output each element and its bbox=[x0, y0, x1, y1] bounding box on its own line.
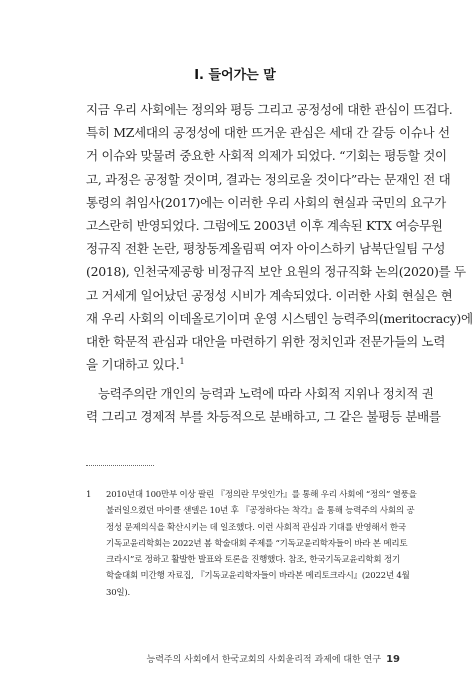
footnote-line: 불러일으켰던 마이클 샌델은 10년 후 『공정하다는 착각』을 통해 능력주의 사회의 공 bbox=[106, 506, 415, 517]
footnote-line: 기독교윤리학회는 2022년 봄 학술대회 주제를 “기독교윤리학자들이 바라 본 메리토 bbox=[106, 538, 408, 549]
text-line bbox=[86, 260, 466, 283]
text-line-content: 통령의 취임사(2017)에는 이러한 우리 사회의 현실과 국민의 요구가 bbox=[86, 194, 446, 210]
footnote-line: 크라시”로 정하고 활발한 발표와 토론을 진행했다. 참조, 한국기독교윤리학회 정기 bbox=[106, 555, 400, 566]
text-line-content: 대한 학문적 관심과 대안을 마련하기 위한 정치인과 전문가들의 노력 bbox=[86, 333, 446, 349]
text-line-content: 재 우리 사회의 이데올로기이며 운영 시스템인 능력주의(meritocracy)에 bbox=[86, 310, 473, 326]
text-line-content: 능력주의란 개인의 능력과 노력에 따라 사회적 지위나 정치적 권 bbox=[98, 386, 434, 401]
body-paragraph-1 bbox=[86, 98, 473, 376]
text-line-content: 고 거세게 일어났던 공정성 시비가 계속되었다. 이러한 사회 현실은 현 bbox=[86, 287, 453, 303]
section-heading: I. 들어가는 말 bbox=[194, 68, 276, 83]
text-line bbox=[86, 353, 400, 376]
footnote-line: 30일). bbox=[106, 587, 131, 598]
footnote-1 bbox=[86, 487, 417, 601]
text-line bbox=[86, 168, 451, 191]
text-line bbox=[86, 284, 453, 307]
footnote-divider bbox=[86, 465, 154, 466]
page-footer bbox=[147, 652, 400, 665]
text-line-content: 거 이슈와 맞물려 중요한 사회적 의제가 되었다. “기회는 평등할 것이 bbox=[86, 148, 447, 164]
text-line-content: (2018), 인천국제공항 비정규직 보안 요원의 정규직화 논의(2020)를 두 bbox=[86, 264, 466, 280]
text-line bbox=[86, 214, 443, 237]
footnote-line: 2010년대 100만부 이상 팔린 『정의란 무엇인가』를 통해 우리 사회에 “정의” 열풍을 bbox=[106, 490, 417, 500]
text-line-content: 정규직 전환 논란, 평창동계올림픽 여자 아이스하키 남북단일팀 구성 bbox=[86, 241, 446, 257]
text-line bbox=[86, 98, 453, 121]
text-line bbox=[86, 405, 441, 428]
text-line bbox=[86, 191, 446, 214]
running-title: 능력주의 사회에서 한국교회의 사회윤리적 과제에 대한 연구 bbox=[146, 655, 382, 665]
text-line bbox=[86, 144, 447, 167]
text-line bbox=[86, 237, 446, 260]
page-number: 19 bbox=[386, 654, 400, 665]
body-paragraph-2 bbox=[86, 382, 441, 428]
text-line bbox=[86, 382, 434, 405]
text-line-content: 고스란히 반영되었다. 그럼에도 2003년 이후 계속된 KTX 여승무원 bbox=[86, 217, 443, 233]
text-line bbox=[86, 330, 446, 353]
text-line-content: 지금 우리 사회에는 정의와 평등 그리고 공정성에 대한 관심이 뜨겁다. bbox=[86, 102, 453, 117]
footnote-reference[interactable]: 1 bbox=[179, 356, 185, 366]
text-line-content: 을 기대하고 있다. bbox=[86, 357, 180, 373]
text-line-content: 고, 과정은 공정할 것이며, 결과는 정의로울 것이다”라는 문재인 전 대 bbox=[86, 171, 451, 187]
text-line bbox=[86, 307, 473, 330]
footnote-line: 정성 문제의식을 확산시키는 데 일조했다. 이런 사회적 관심과 기대를 반영해서 한국 bbox=[106, 522, 406, 533]
text-line-content: 력 그리고 경제적 부를 차등적으로 분배하고, 그 같은 불평등 분배를 bbox=[86, 409, 441, 425]
footnote-text bbox=[106, 487, 417, 601]
text-line-content: 특히 MZ세대의 공정성에 대한 뜨거운 관심은 세대 간 갈등 이슈나 선 bbox=[86, 125, 450, 141]
text-line bbox=[86, 121, 450, 144]
footnote-line: 학술대회 미간행 자료집, 『기독교윤리학자들이 바라본 메리토크라시』(2022년 4월 bbox=[106, 571, 410, 582]
footnote-number: 1 bbox=[86, 490, 92, 500]
